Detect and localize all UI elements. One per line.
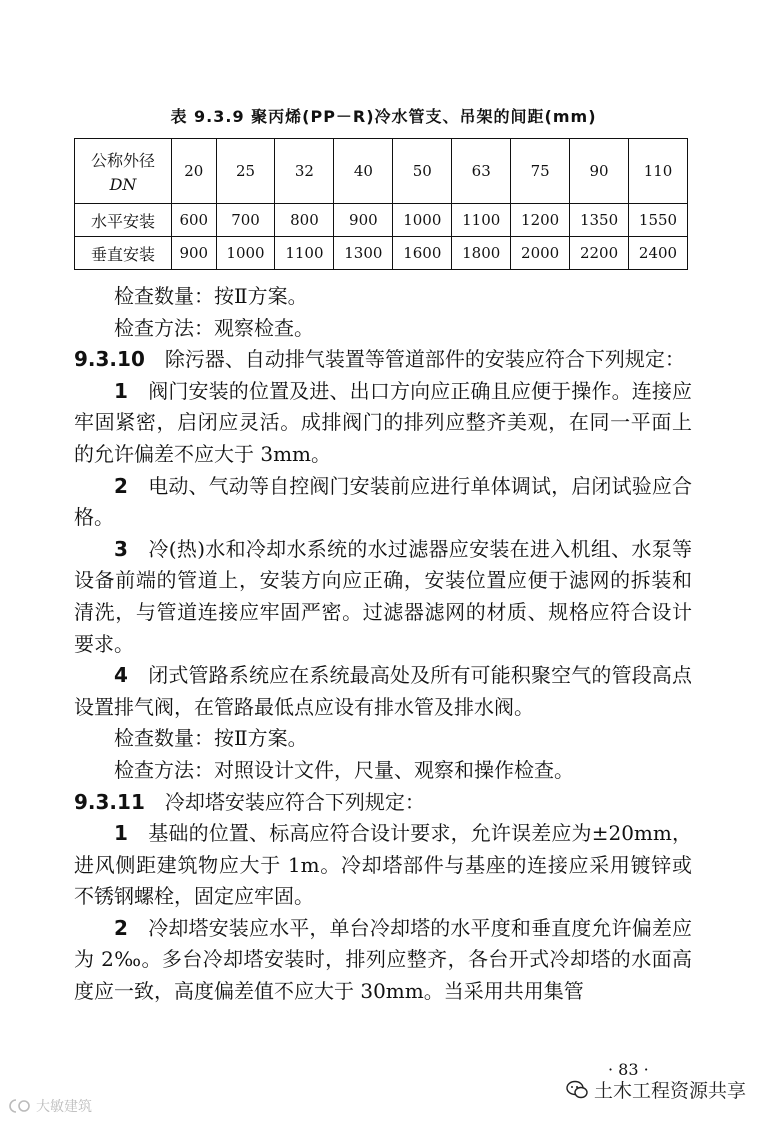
check-quantity: 检查数量：按Ⅱ方案。 bbox=[114, 284, 308, 308]
header-unit: DN bbox=[109, 175, 137, 194]
item-text: 冷(热)水和冷却水系统的水过滤器应安装在进入机组、水泵等设备前端的管道上，安装方向应正确，安装位置应便于滤网的拆装和清洗，与管道连接应牢固严密。过滤器滤网的材质、规格应符合设计要求。 bbox=[74, 536, 693, 656]
watermark-left bbox=[6, 1096, 92, 1116]
header-label: 公称外径 bbox=[90, 151, 155, 170]
item-number: 1 bbox=[114, 821, 128, 846]
list-item bbox=[74, 818, 692, 913]
size-cell: 20 bbox=[172, 139, 217, 204]
check-quantity: 检查数量：按Ⅱ方案。 bbox=[114, 726, 308, 751]
value-cell: 1100 bbox=[452, 204, 511, 237]
item-text: 电动、气动等自控阀门安装前应进行单体调试，启闭试验应合格。 bbox=[74, 473, 693, 530]
clause-9-3-10 bbox=[74, 344, 692, 376]
item-text: 阀门安装的位置及进、出口方向应正确且应便于操作。连接应牢固紧密，启闭应灵活。成排阀门的排列应整齐美观，在同一平面上的允许偏差不应大于 3mm。 bbox=[74, 378, 693, 466]
item-text: 冷却塔安装应水平，单台冷却塔的水平度和垂直度允许偏差应为 2‰。多台冷却塔安装时，排列应整齐，各台开式冷却塔的水面高度应一致，高度偏差值不应大于 30mm。当采用共用集管 bbox=[74, 915, 693, 1004]
item-text: 基础的位置、标高应符合设计要求，允许误差应为±20mm，进风侧距建筑物应大于 1m。冷却塔部件与基座的连接应采用镀锌或不锈钢螺栓，固定应牢固。 bbox=[74, 821, 693, 909]
clause-number: 9.3.11 bbox=[74, 789, 145, 814]
item-text: 闭式管路系统应在系统最高处及所有可能积聚空气的管段高点设置排气阀，在管路最低点应设有排水管及排水阀。 bbox=[74, 663, 693, 719]
size-cell: 40 bbox=[334, 139, 393, 204]
size-cell: 90 bbox=[570, 139, 629, 204]
header-cell bbox=[75, 139, 172, 204]
size-cell: 63 bbox=[452, 139, 511, 204]
value-cell: 2200 bbox=[570, 237, 629, 270]
value-cell: 900 bbox=[172, 237, 217, 270]
value-cell: 1600 bbox=[393, 237, 452, 270]
table-row bbox=[75, 204, 688, 237]
value-cell: 1550 bbox=[629, 204, 688, 237]
item-number: 3 bbox=[114, 536, 128, 561]
list-item bbox=[74, 376, 692, 471]
table-caption: 表 9.3.9 聚丙烯(PP－R)冷水管支、吊架的间距(mm) bbox=[170, 107, 597, 126]
list-item bbox=[74, 913, 692, 1008]
value-cell: 1800 bbox=[452, 237, 511, 270]
body-text bbox=[74, 281, 692, 1008]
value-cell: 800 bbox=[275, 204, 334, 237]
item-number: 2 bbox=[114, 915, 128, 940]
clause-text: 冷却塔安装应符合下列规定： bbox=[164, 789, 425, 814]
row-label: 垂直安装 bbox=[75, 237, 172, 270]
row-label: 水平安装 bbox=[75, 204, 172, 237]
item-number: 4 bbox=[114, 663, 128, 688]
list-item bbox=[74, 534, 692, 660]
value-cell: 600 bbox=[172, 204, 217, 237]
value-cell: 1350 bbox=[570, 204, 629, 237]
value-cell: 1200 bbox=[511, 204, 570, 237]
size-cell: 32 bbox=[275, 139, 334, 204]
page-number: · 83 · bbox=[608, 1060, 649, 1079]
watermark-logo-icon bbox=[6, 1098, 32, 1114]
wechat-icon bbox=[566, 1080, 588, 1100]
clause-text: 除污器、自动排气装置等管道部件的安装应符合下列规定： bbox=[164, 347, 685, 372]
value-cell: 1000 bbox=[216, 237, 275, 270]
watermark-right bbox=[566, 1076, 746, 1103]
item-number: 1 bbox=[114, 378, 128, 403]
item-number: 2 bbox=[114, 473, 128, 498]
table-row bbox=[75, 237, 688, 270]
watermark-left-text: 大敏建筑 bbox=[36, 1099, 92, 1115]
check-method: 检查方法：观察检查。 bbox=[114, 315, 314, 340]
list-item bbox=[74, 660, 692, 723]
value-cell: 900 bbox=[334, 204, 393, 237]
table-header-row bbox=[75, 139, 688, 204]
value-cell: 2000 bbox=[511, 237, 570, 270]
size-cell: 50 bbox=[393, 139, 452, 204]
check-method: 检查方法：对照设计文件，尺量、观察和操作检查。 bbox=[114, 757, 574, 782]
clause-9-3-11 bbox=[74, 787, 692, 819]
value-cell: 1300 bbox=[334, 237, 393, 270]
spacing-table bbox=[74, 138, 688, 270]
value-cell: 1000 bbox=[393, 204, 452, 237]
watermark-right-text: 土木工程资源共享 bbox=[594, 1080, 747, 1102]
size-cell: 110 bbox=[629, 139, 688, 204]
size-cell: 75 bbox=[511, 139, 570, 204]
value-cell: 1100 bbox=[275, 237, 334, 270]
size-cell: 25 bbox=[216, 139, 275, 204]
list-item bbox=[74, 471, 692, 534]
value-cell: 700 bbox=[216, 204, 275, 237]
value-cell: 2400 bbox=[629, 237, 688, 270]
clause-number: 9.3.10 bbox=[74, 347, 145, 372]
